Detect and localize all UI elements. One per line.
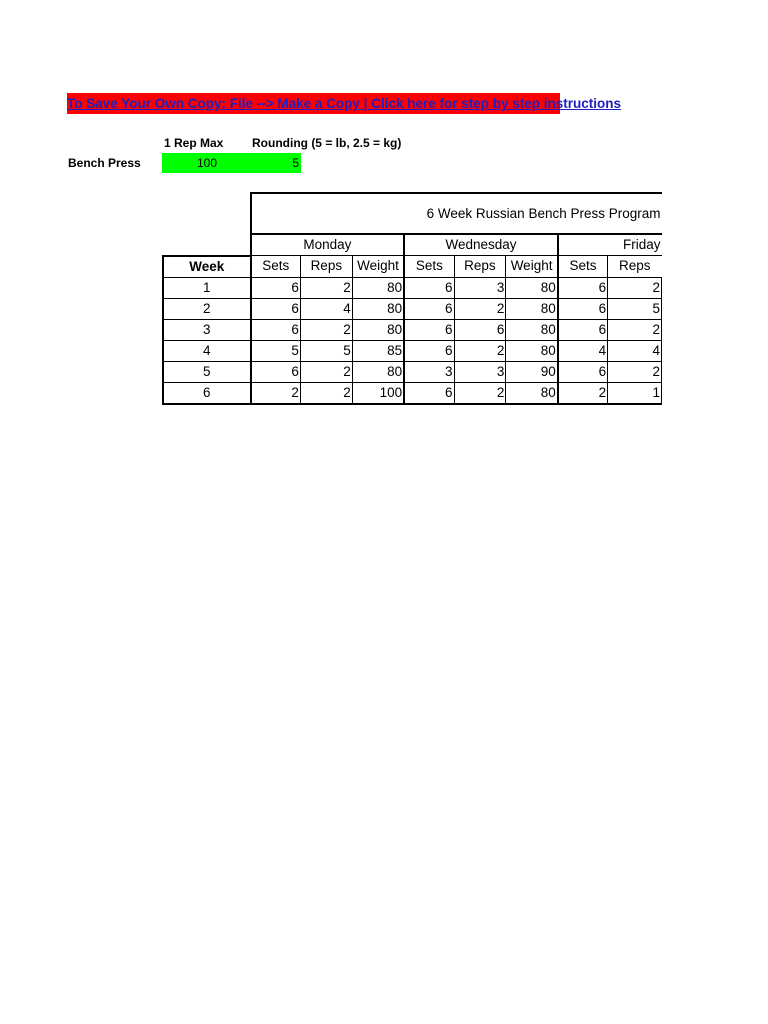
cell-monday-reps[interactable]: 5 bbox=[300, 340, 352, 361]
cell-wednesday-sets[interactable]: 6 bbox=[404, 277, 454, 298]
blank-corner bbox=[163, 234, 251, 256]
cell-monday-sets[interactable]: 2 bbox=[251, 382, 301, 404]
cell-week[interactable]: 5 bbox=[163, 361, 251, 382]
rounding-input[interactable]: 5 bbox=[252, 153, 301, 173]
day-wednesday: Wednesday bbox=[404, 234, 558, 256]
cell-week[interactable]: 2 bbox=[163, 298, 251, 319]
rounding-label: Rounding (5 = lb, 2.5 = kg) bbox=[252, 136, 402, 150]
cell-week[interactable]: 6 bbox=[163, 382, 251, 404]
cell-friday-reps[interactable]: 1 bbox=[608, 382, 662, 404]
cell-friday-reps[interactable]: 2 bbox=[608, 361, 662, 382]
cell-monday-reps[interactable]: 2 bbox=[300, 277, 352, 298]
cell-wednesday-weight[interactable]: 80 bbox=[506, 382, 558, 404]
day-friday: Friday bbox=[558, 234, 662, 256]
program-table bbox=[162, 192, 662, 398]
cell-monday-weight[interactable]: 80 bbox=[352, 361, 404, 382]
cell-wednesday-sets[interactable]: 6 bbox=[404, 319, 454, 340]
col-header-friday-sets: Sets bbox=[558, 256, 608, 278]
cell-monday-reps[interactable]: 2 bbox=[300, 382, 352, 404]
cell-wednesday-weight[interactable]: 80 bbox=[506, 340, 558, 361]
one-rep-max-label: 1 Rep Max bbox=[164, 136, 224, 150]
cell-wednesday-sets[interactable]: 3 bbox=[404, 361, 454, 382]
col-header-wednesday-weight: Weight bbox=[506, 256, 558, 278]
cell-wednesday-sets[interactable]: 6 bbox=[404, 298, 454, 319]
table-row bbox=[163, 298, 662, 319]
col-header-monday-sets: Sets bbox=[251, 256, 301, 278]
col-header-monday-weight: Weight bbox=[352, 256, 404, 278]
cell-wednesday-sets[interactable]: 6 bbox=[404, 382, 454, 404]
cell-friday-sets[interactable]: 6 bbox=[558, 298, 608, 319]
cell-week[interactable]: 1 bbox=[163, 277, 251, 298]
cell-monday-weight[interactable]: 80 bbox=[352, 319, 404, 340]
cell-monday-reps[interactable]: 2 bbox=[300, 319, 352, 340]
program-title: 6 Week Russian Bench Press Program bbox=[251, 193, 662, 234]
col-header-wednesday-sets: Sets bbox=[404, 256, 454, 278]
cell-wednesday-weight[interactable]: 80 bbox=[506, 298, 558, 319]
blank-corner bbox=[163, 193, 251, 234]
cell-wednesday-reps[interactable]: 3 bbox=[454, 361, 506, 382]
cell-monday-weight[interactable]: 85 bbox=[352, 340, 404, 361]
table-row bbox=[163, 361, 662, 382]
one-rep-max-input[interactable]: 100 bbox=[162, 153, 252, 173]
cell-friday-sets[interactable]: 2 bbox=[558, 382, 608, 404]
table-row bbox=[163, 319, 662, 340]
cell-friday-reps[interactable]: 2 bbox=[608, 319, 662, 340]
cell-monday-weight[interactable]: 80 bbox=[352, 298, 404, 319]
cell-friday-reps[interactable]: 2 bbox=[608, 277, 662, 298]
cell-wednesday-sets[interactable]: 6 bbox=[404, 340, 454, 361]
make-a-copy-link[interactable]: To Save Your Own Copy: File --> Make a Copy | Click here for step by step instructions bbox=[67, 93, 560, 114]
cell-monday-weight[interactable]: 80 bbox=[352, 277, 404, 298]
cell-wednesday-reps[interactable]: 2 bbox=[454, 340, 506, 361]
cell-friday-sets[interactable]: 6 bbox=[558, 277, 608, 298]
cell-friday-sets[interactable]: 4 bbox=[558, 340, 608, 361]
cell-wednesday-weight[interactable]: 80 bbox=[506, 277, 558, 298]
col-header-friday-reps: Reps bbox=[608, 256, 662, 278]
cell-monday-sets[interactable]: 6 bbox=[251, 361, 301, 382]
cell-wednesday-reps[interactable]: 6 bbox=[454, 319, 506, 340]
cell-week[interactable]: 3 bbox=[163, 319, 251, 340]
col-header-wednesday-reps: Reps bbox=[454, 256, 506, 278]
cell-friday-sets[interactable]: 6 bbox=[558, 361, 608, 382]
table-row bbox=[163, 277, 662, 298]
col-header-monday-reps: Reps bbox=[300, 256, 352, 278]
day-monday: Monday bbox=[251, 234, 405, 256]
table-body bbox=[163, 277, 662, 404]
cell-monday-sets[interactable]: 6 bbox=[251, 319, 301, 340]
table-row bbox=[163, 382, 662, 404]
cell-wednesday-reps[interactable]: 2 bbox=[454, 382, 506, 404]
cell-monday-sets[interactable]: 6 bbox=[251, 277, 301, 298]
cell-wednesday-weight[interactable]: 80 bbox=[506, 319, 558, 340]
cell-wednesday-weight[interactable]: 90 bbox=[506, 361, 558, 382]
cell-friday-reps[interactable]: 4 bbox=[608, 340, 662, 361]
cell-monday-reps[interactable]: 2 bbox=[300, 361, 352, 382]
cell-monday-sets[interactable]: 5 bbox=[251, 340, 301, 361]
column-header-row bbox=[163, 256, 662, 278]
cell-monday-reps[interactable]: 4 bbox=[300, 298, 352, 319]
program-grid bbox=[162, 192, 662, 405]
cell-wednesday-reps[interactable]: 2 bbox=[454, 298, 506, 319]
col-header-week: Week bbox=[163, 256, 251, 278]
table-row bbox=[163, 340, 662, 361]
cell-monday-weight[interactable]: 100 bbox=[352, 382, 404, 404]
cell-friday-reps[interactable]: 5 bbox=[608, 298, 662, 319]
cell-monday-sets[interactable]: 6 bbox=[251, 298, 301, 319]
cell-wednesday-reps[interactable]: 3 bbox=[454, 277, 506, 298]
exercise-label: Bench Press bbox=[68, 156, 141, 170]
cell-friday-sets[interactable]: 6 bbox=[558, 319, 608, 340]
cell-week[interactable]: 4 bbox=[163, 340, 251, 361]
